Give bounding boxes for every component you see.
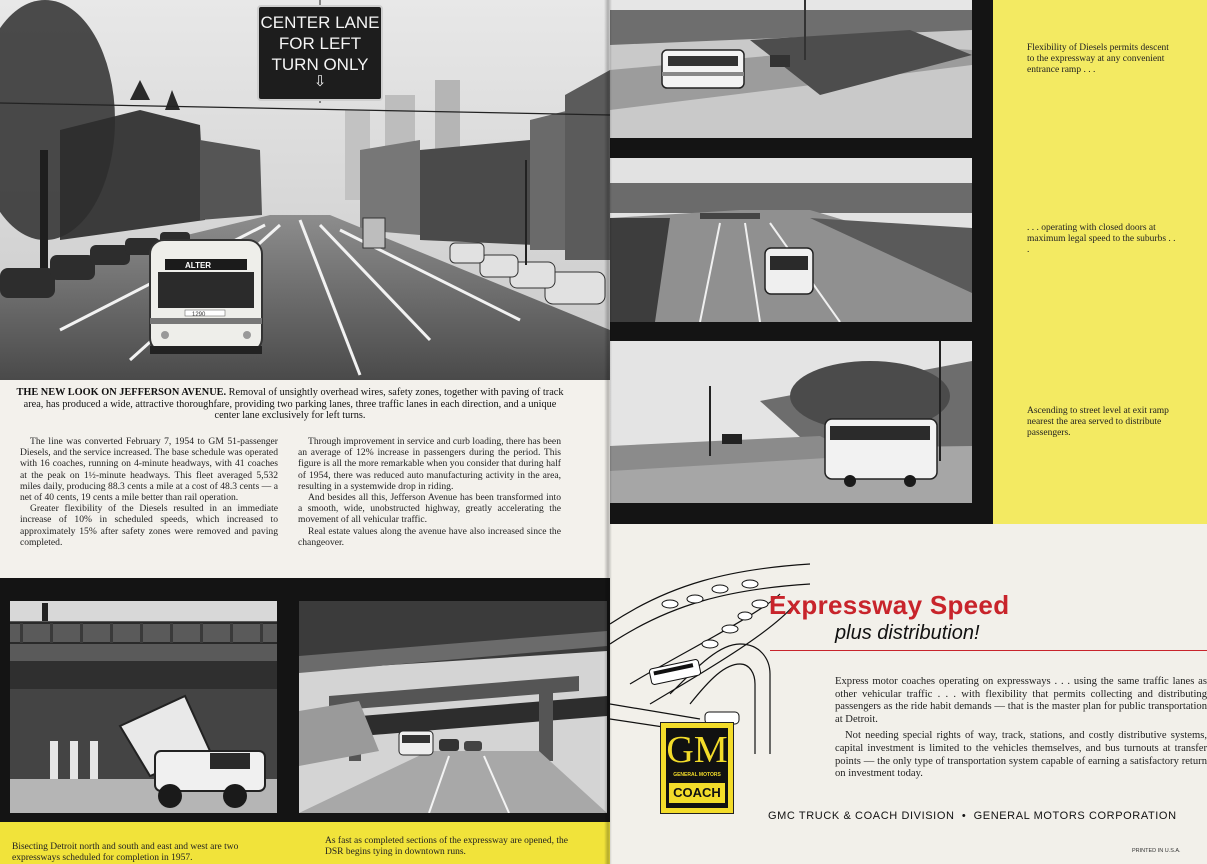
sign-line-3: TURN ONLY (271, 55, 369, 74)
side-caption-exit: Ascending to street level at exit ramp nearest the area served to distribute passengers. (1027, 406, 1169, 438)
right-page (610, 0, 1207, 864)
printed-in-usa: PRINTED IN U.S.A. (1132, 848, 1181, 854)
bottom-caption-left: Bisecting Detroit north and south and east and west are two expressways scheduled for completion in 1957. (12, 842, 239, 863)
expressway-bus-photo (610, 158, 972, 322)
ad-headline: Expressway Speed (769, 590, 1010, 620)
bottom-caption-right: As fast as completed sections of the expressway are opened, the DSR begins tying in downtown runs. (325, 836, 568, 857)
ad-paragraph: Not needing special rights of way, track, stations, and costly distributive systems, capital investment is limited to the vehicles themselves, and bus turnouts at transfer points — the only type of transportation system capable of earning a satisfactory return on investment today. (835, 730, 1207, 780)
article-column-1 (20, 436, 278, 548)
side-caption-closed-doors: . . . operating with closed doors at maximum legal speed to the suburbs . . . (1027, 223, 1176, 255)
bus-destination: ALTER (185, 261, 212, 270)
caption-title: THE NEW LOOK ON JEFFERSON AVENUE. (16, 387, 227, 398)
sign-line-1: CENTER LANE (260, 13, 380, 32)
bus-illustration (150, 240, 262, 354)
ad-subhead: plus distribution! (835, 622, 980, 644)
gm-advertisement (610, 524, 1207, 864)
overpass-dump-truck-photo (10, 601, 277, 813)
gm-coach-logo (660, 722, 734, 814)
caption-text: Removal of unsightly overhead wires, safety zones, together with paving of track area, has produced a wide, attractive thoroughfare, providing two parking lanes, three traffic lanes in each direction, and a unique center lane exclusively for left turns. (23, 387, 564, 422)
expressway-underpass-photo (299, 601, 607, 813)
down-arrow-icon: ⇩ (313, 73, 327, 90)
column1-paragraph: The line was converted February 7, 1954 to GM 51-passenger Diesels, and the service increased. The base schedule was operated with 16 coaches, running on 4-minute headways, with 41 coaches at the peak on 1½-minute headways. This fleet averaged 5,532 miles daily, producing 88.3 cents a mile at a cost of 48.3 cents — a net of 40 cents, 19 cents a mile better than rail operation. (20, 436, 278, 504)
exit-ramp-photo (610, 341, 972, 503)
ad-rule (770, 650, 1207, 651)
exit-ramp-illustration (610, 341, 972, 503)
column2-paragraph: Through improvement in service and curb loading, there has been an average of 12% increase in passengers during the period. This figure is all the more remarkable when you consider that during half of 1954, there was reduced auto manufacturing activity in the area, resulting in a systemwide drop in riding. (298, 436, 561, 492)
gm-coach-word: COACH (669, 783, 725, 803)
ad-division-line: GMC TRUCK & COACH DIVISION • GENERAL MOTORS CORPORATION (768, 810, 1177, 822)
ad-paragraph: Express motor coaches operating on expressways . . . using the same traffic lanes as other vehicular traffic . . . with flexibility that permits collecting and distributing passengers as the ride habit demands — that is the master plan for public transportation at Detroit. (835, 676, 1207, 725)
column2-paragraph: Real estate values along the avenue have also increased since the changeover. (298, 525, 561, 548)
gm-letters: GM (666, 729, 728, 771)
expressway-underpass-illustration (299, 601, 607, 813)
center-lane-sign (257, 5, 383, 101)
hero-caption (10, 387, 570, 422)
ad-body (835, 676, 1207, 781)
jefferson-avenue-photo (0, 0, 610, 380)
expressway-bus-illustration (610, 158, 972, 322)
bus-number: 1290 (192, 312, 206, 318)
gm-general-motors: GENERAL MOTORS (673, 772, 721, 778)
bottom-caption-strip (0, 822, 610, 864)
entrance-ramp-illustration (610, 0, 972, 138)
article-column-2 (298, 436, 561, 548)
side-caption-entrance: Flexibility of Diesels permits descent to the expressway at any convenient entrance ramp . . . (1027, 43, 1169, 75)
page-gutter (604, 0, 612, 864)
entrance-ramp-photo (610, 0, 972, 138)
column1-paragraph: Greater flexibility of the Diesels resulted in an immediate increase of 10% in scheduled speeds, which increased to approximately 15% after safety zones were removed and paving completed. (20, 503, 278, 548)
yellow-side-panel (993, 0, 1207, 524)
overpass-dump-truck-illustration (10, 601, 277, 813)
column2-paragraph: And besides all this, Jefferson Avenue has been transformed into a smooth, wide, unobstructed highway, greatly accelerating the movement of all vehicular traffic. (298, 492, 561, 526)
sign-line-2: FOR LEFT (278, 34, 362, 53)
gm-logo-inner (666, 728, 728, 808)
